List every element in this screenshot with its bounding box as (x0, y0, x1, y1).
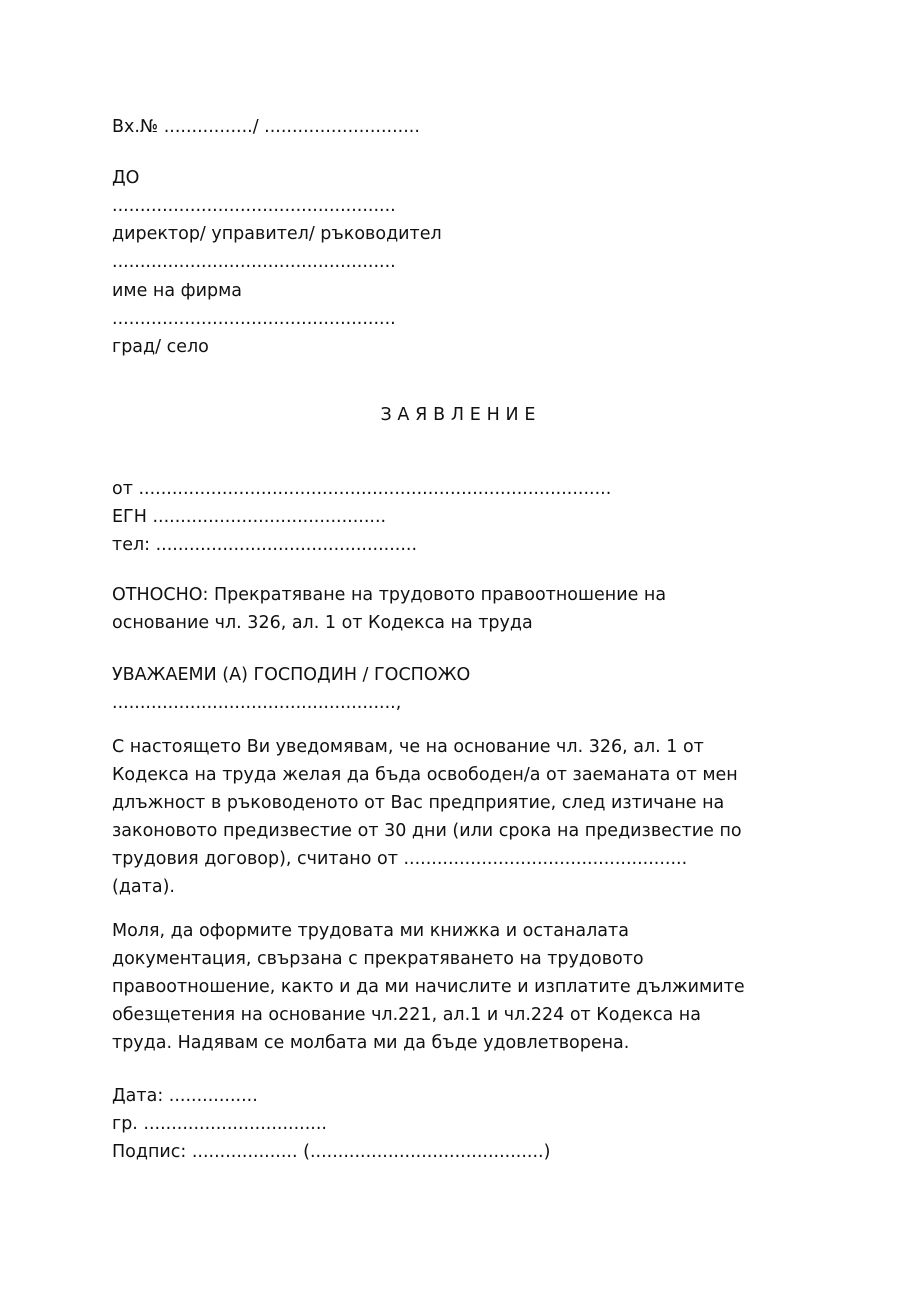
company-blank: ................................................... (112, 252, 396, 272)
document-title: З А Я В Л Е Н И Е (380, 405, 536, 425)
city-hint: град/ село (112, 337, 209, 357)
company-hint: име на фирма (112, 281, 243, 301)
city-line: гр. ................................. (112, 1114, 327, 1134)
egn-line: ЕГН .......................................... (112, 507, 387, 527)
paragraph-row: труда. Надявам се молбата ми да бъде удовлетворена. (112, 1033, 630, 1053)
subject-row: ОТНОСНО: Прекратяване на трудовото правоотношение на (112, 585, 667, 605)
signature-line: Подпис: ................... (..........................................) (112, 1142, 551, 1162)
from-line: от ..................................................................................... (112, 479, 612, 499)
paragraph-row: законовото предизвестие от 30 дни (или срока на предизвестие по (112, 821, 742, 841)
subject-row: основание чл. 326, ал. 1 от Кодекса на труда (112, 613, 533, 633)
paragraph-row: обезщетения на основание чл.221, ал.1 и чл.224 от Кодекса на (112, 1005, 701, 1025)
salutation-text: УВАЖАЕМИ (А) ГОСПОДИН / ГОСПОЖО (112, 665, 471, 685)
to-label: ДО (112, 168, 140, 188)
date-line: Дата: ................ (112, 1086, 258, 1106)
position-hint: директор/ управител/ ръководител (112, 224, 442, 244)
paragraph-row: документация, свързана с прекратяването на трудовото (112, 949, 644, 969)
paragraph-row: правоотношение, както и да ми начислите и изплатите дължимите (112, 977, 745, 997)
salutation-blank: ..................................................., (112, 693, 402, 713)
recipient-blank: ................................................... (112, 196, 396, 216)
paragraph-row: (дата). (112, 877, 175, 897)
body-paragraph-1 (112, 733, 812, 901)
city-blank: ................................................... (112, 309, 396, 329)
subject-block (112, 581, 812, 637)
incoming-number-line: Вх.№ ................/ ............................ (112, 117, 420, 137)
phone-line: тел: ............................................... (112, 535, 418, 555)
paragraph-row: трудовия договор), считано от ................................................... (112, 849, 688, 869)
paragraph-row: Моля, да оформите трудовата ми книжка и останалата (112, 921, 629, 941)
body-paragraph-2 (112, 917, 812, 1057)
paragraph-row: С настоящето Ви уведомявам, че на основание чл. 326, ал. 1 от (112, 737, 704, 757)
paragraph-row: длъжност в ръководеното от Вас предприятие, след изтичане на (112, 793, 725, 813)
paragraph-row: Кодекса на труда желая да бъда освободен/а от заеманата от мен (112, 765, 738, 785)
